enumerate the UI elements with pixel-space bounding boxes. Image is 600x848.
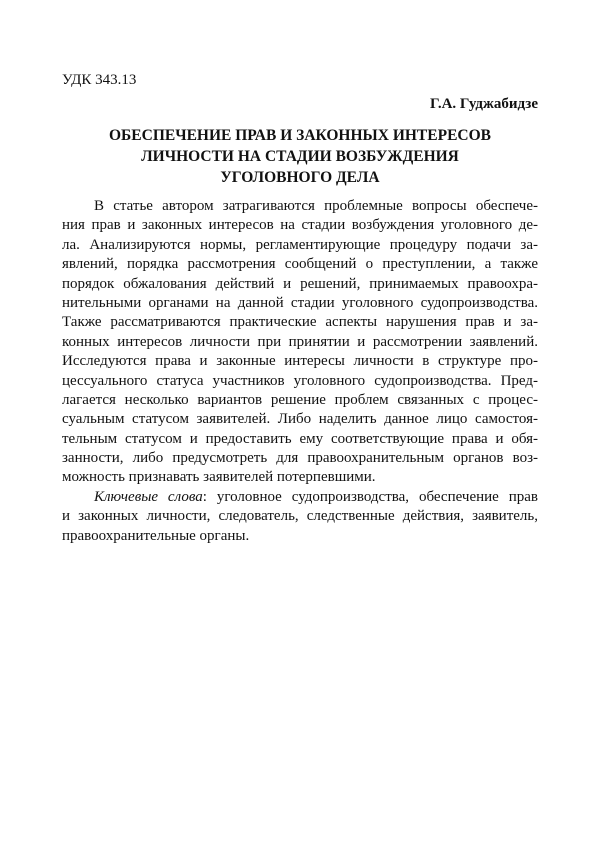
keywords-line (62, 488, 538, 507)
abstract-line: порядок обжалования действий и решений, принимаемых правоохра- (62, 275, 538, 292)
abstract-line: цессуального статуса участников уголовного судопроизводства. Пред- (62, 372, 538, 389)
keywords-text: : уголовное судопроизводства, обеспечение прав (202, 488, 538, 505)
keywords-label: Ключевые слова (94, 488, 203, 505)
abstract-line: В статье автором затрагиваются проблемные вопросы обеспече- (94, 198, 538, 214)
abstract-line: конных интересов личности при принятии и рассмотрении заявлений. (62, 333, 538, 350)
keywords-line: и законных личности, следователь, следственные действия, заявитель, (62, 508, 538, 525)
abstract-line: занности, либо предусмотреть для правоохранительным органов воз- (62, 450, 538, 467)
abstract-line: Исследуются права и законные интересы личности в структуре про- (62, 353, 538, 370)
abstract-line: суальным статусом заявителей. Либо наделить данное лицо самостоя- (62, 411, 538, 428)
article-title (62, 125, 538, 188)
abstract-line: Также рассматриваются практические аспекты нарушения прав и за- (62, 314, 538, 331)
abstract (62, 197, 538, 546)
abstract-line: нительными органами на данной стадии уголовного судопроизводства. (62, 294, 538, 311)
title-line: ОБЕСПЕЧЕНИЕ ПРАВ И ЗАКОННЫХ ИНТЕРЕСОВ (108, 127, 492, 144)
abstract-line: ния прав и законных интересов на стадии возбуждения уголовного де- (62, 217, 538, 234)
title-line: ЛИЧНОСТИ НА СТАДИИ ВОЗБУЖДЕНИЯ (141, 148, 459, 165)
udk-code: УДК 343.13 (62, 72, 137, 88)
abstract-line: лагается несколько вариантов решение проблем связанных с процес- (62, 391, 538, 408)
title-line: УГОЛОВНОГО ДЕЛА (220, 169, 380, 186)
keywords-line: правоохранительные органы. (62, 527, 250, 544)
abstract-line: ла. Анализируются нормы, регламентирующие процедуру подачи за- (62, 236, 538, 253)
abstract-line: можность признавать заявителей потерпевшими. (62, 469, 376, 486)
abstract-line: тельным статусом и предоставить ему соответствующие права и обя- (62, 430, 538, 447)
author-name: Г.А. Гуджабидзе (429, 96, 538, 112)
abstract-line: явлений, порядка рассмотрения сообщений о преступлении, а также (62, 256, 538, 273)
